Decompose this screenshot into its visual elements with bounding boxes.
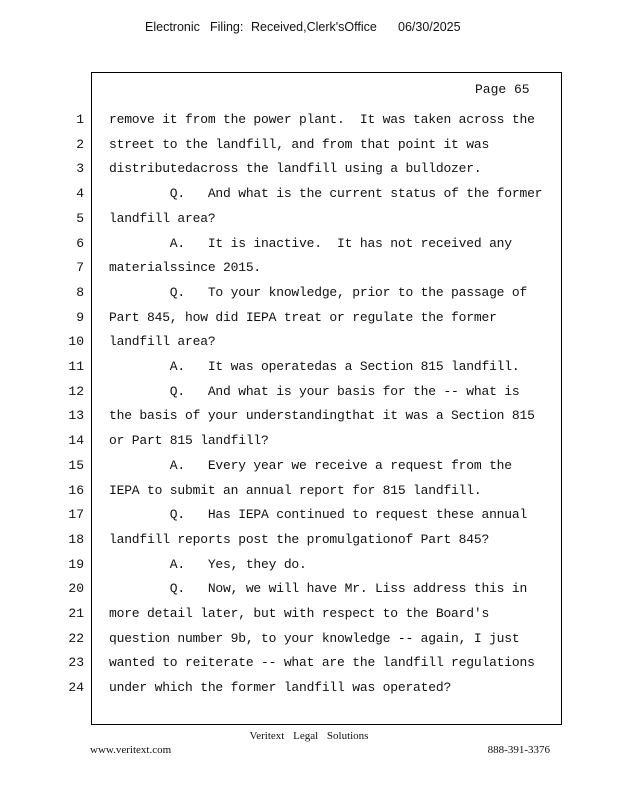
stamp-filing: Filing: (210, 20, 244, 34)
transcript-line: more detail later, but with respect to the Board's (109, 606, 490, 621)
line-number: 12 (68, 384, 84, 399)
line-number: 20 (68, 581, 84, 596)
transcript-line: or Part 815 landfill? (109, 433, 269, 448)
stamp-electronic: Electronic (145, 20, 200, 34)
transcript-line: A. It was operatedas a Section 815 landfill. (109, 359, 520, 374)
transcript-line: A. Every year we receive a request from the (109, 458, 512, 473)
line-number: 1 (76, 112, 84, 127)
line-number: 14 (68, 433, 84, 448)
transcript-line: Q. Has IEPA continued to request these annual (109, 507, 528, 522)
transcript-line: under which the former landfill was operated? (109, 680, 452, 695)
line-number: 2 (76, 137, 84, 152)
transcript-line: street to the landfill, and from that point it was (109, 137, 490, 152)
line-number: 3 (76, 161, 84, 176)
stamp-date: 06/30/2025 (398, 20, 461, 34)
line-number: 10 (68, 334, 84, 349)
transcript-line: question number 9b, to your knowledge -- again, I just (109, 631, 520, 646)
filing-stamp-header (0, 20, 618, 36)
line-number: 19 (68, 557, 84, 572)
line-number: 11 (68, 359, 84, 374)
transcript-line: Q. And what is your basis for the -- what is (109, 384, 520, 399)
transcript-line: A. It is inactive. It has not received any (109, 236, 512, 251)
line-number: 5 (76, 211, 84, 226)
transcript-line: Part 845, how did IEPA treat or regulate the former (109, 310, 497, 325)
transcript-line: Q. To your knowledge, prior to the passage of (109, 285, 528, 300)
transcript-line: materialssince 2015. (109, 260, 262, 275)
transcript-line: distributedacross the landfill using a bulldozer. (109, 161, 482, 176)
line-number: 7 (76, 260, 84, 275)
line-number: 22 (68, 631, 84, 646)
footer-phone: 888-391-3376 (487, 744, 550, 756)
footer-company: Veritext Legal Solutions (249, 730, 369, 742)
line-number: 21 (68, 606, 84, 621)
transcript-line: remove it from the power plant. It was taken across the (109, 112, 535, 127)
transcript-line: the basis of your understandingthat it was a Section 815 (109, 408, 535, 423)
line-number: 13 (68, 408, 84, 423)
transcript-line: landfill reports post the promulgationof Part 845? (109, 532, 490, 547)
transcript-line: A. Yes, they do. (109, 557, 307, 572)
line-number: 18 (68, 532, 84, 547)
line-number: 8 (76, 285, 84, 300)
transcript-line: Q. Now, we will have Mr. Liss address this in (109, 581, 528, 596)
line-number: 16 (68, 483, 84, 498)
page-number: Page 65 (475, 82, 530, 97)
line-number: 24 (68, 680, 84, 695)
transcript-line: Q. And what is the current status of the former (109, 186, 543, 201)
line-number: 6 (76, 236, 84, 251)
transcript-line: IEPA to submit an annual report for 815 landfill. (109, 483, 482, 498)
line-number: 17 (68, 507, 84, 522)
line-number: 23 (68, 655, 84, 670)
transcript-line: landfill area? (109, 334, 216, 349)
transcript-line: wanted to reiterate -- what are the landfill regulations (109, 655, 535, 670)
line-number: 9 (76, 310, 84, 325)
line-number: 4 (76, 186, 84, 201)
stamp-received: Received,Clerk'sOffice (251, 20, 377, 34)
line-number: 15 (68, 458, 84, 473)
footer-website: www.veritext.com (90, 744, 172, 756)
transcript-line: landfill area? (109, 211, 216, 226)
